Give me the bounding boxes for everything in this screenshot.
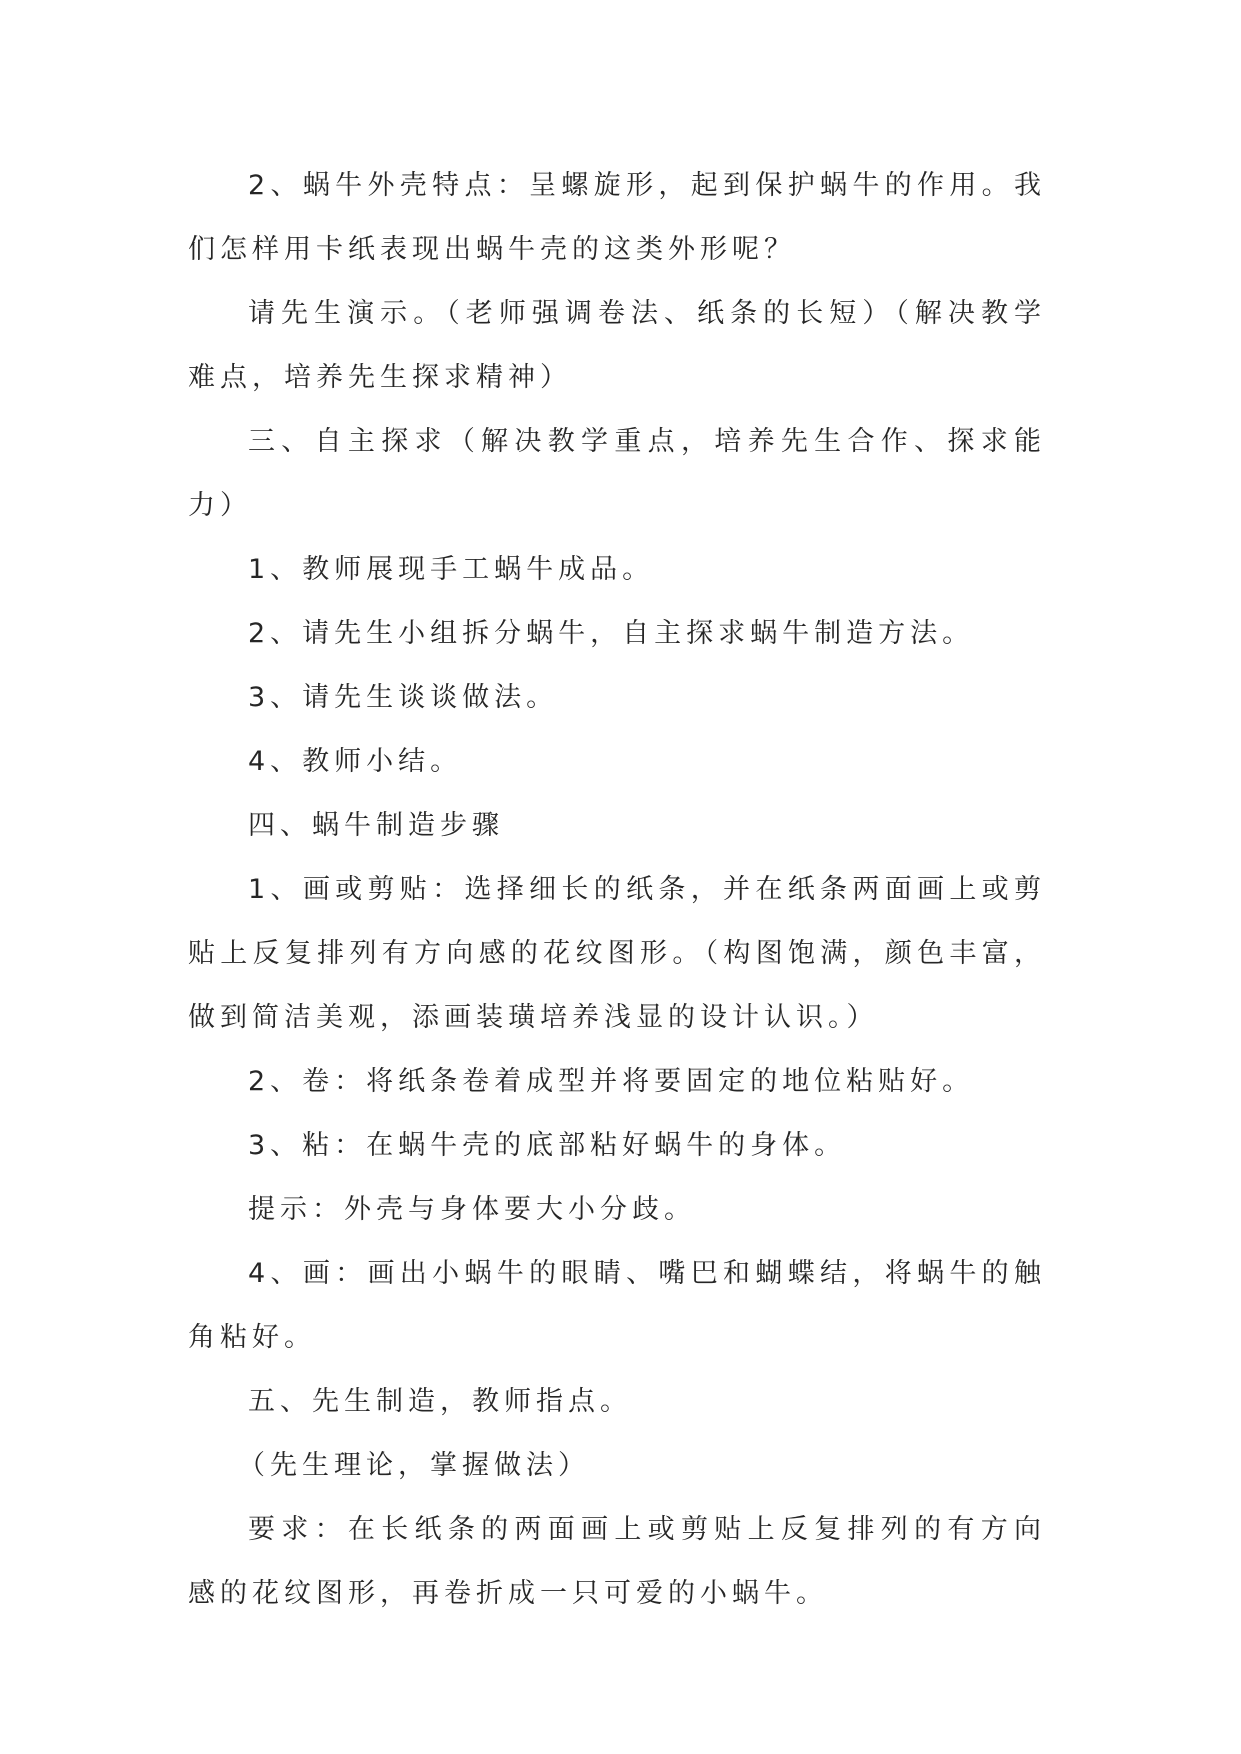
paragraph-making-step-roll: 2、卷：将纸条卷着成型并将要固定的地位粘贴好。: [248, 1066, 975, 1097]
paragraph-step-3-discuss: 3、请先生谈谈做法。: [248, 682, 559, 713]
paragraph-snail-shell-features: 2、蜗牛外壳特点：呈螺旋形，起到保护蜗牛的作用。我们怎样用卡纸表现出蜗牛壳的这类外形呢？: [188, 170, 1046, 265]
paragraph-making-step-draw-face: 4、画：画出小蜗牛的眼睛、嘴巴和蝴蝶结，将蜗牛的触角粘好。: [188, 1258, 1046, 1353]
paragraph-requirements: 要求：在长纸条的两面画上或剪贴上反复排列的有方向感的花纹图形，再卷折成一只可爱的小蜗牛。: [188, 1514, 1046, 1609]
paragraph-tip: 提示：外壳与身体要大小分歧。: [248, 1194, 696, 1225]
section-heading-student-making: 五、先生制造，教师指点。: [248, 1386, 632, 1417]
paragraph-practice-note: （先生理论，掌握做法）: [238, 1450, 590, 1481]
paragraph-step-1-show-product: 1、教师展现手工蜗牛成品。: [248, 554, 655, 585]
document-body: [188, 154, 1046, 1626]
section-heading-self-exploration: 三、自主探求（解决教学重点，培养先生合作、探求能力）: [188, 426, 1046, 521]
paragraph-student-demo: 请先生演示。（老师强调卷法、纸条的长短）（解决教学难点，培养先生探求精神）: [188, 298, 1046, 393]
section-heading-making-steps: 四、蜗牛制造步骤: [248, 810, 504, 841]
paragraph-making-step-draw-or-paste: 1、画或剪贴：选择细长的纸条，并在纸条两面画上或剪贴上反复排列有方向感的花纹图形。（构图饱满，颜色丰富，做到简洁美观，添画装璜培养浅显的设计认识。）: [188, 874, 1046, 1033]
paragraph-step-4-summary: 4、教师小结。: [248, 746, 463, 777]
paragraph-making-step-glue: 3、粘：在蜗牛壳的底部粘好蜗牛的身体。: [248, 1130, 847, 1161]
paragraph-step-2-disassemble: 2、请先生小组拆分蜗牛，自主探求蜗牛制造方法。: [248, 618, 975, 649]
